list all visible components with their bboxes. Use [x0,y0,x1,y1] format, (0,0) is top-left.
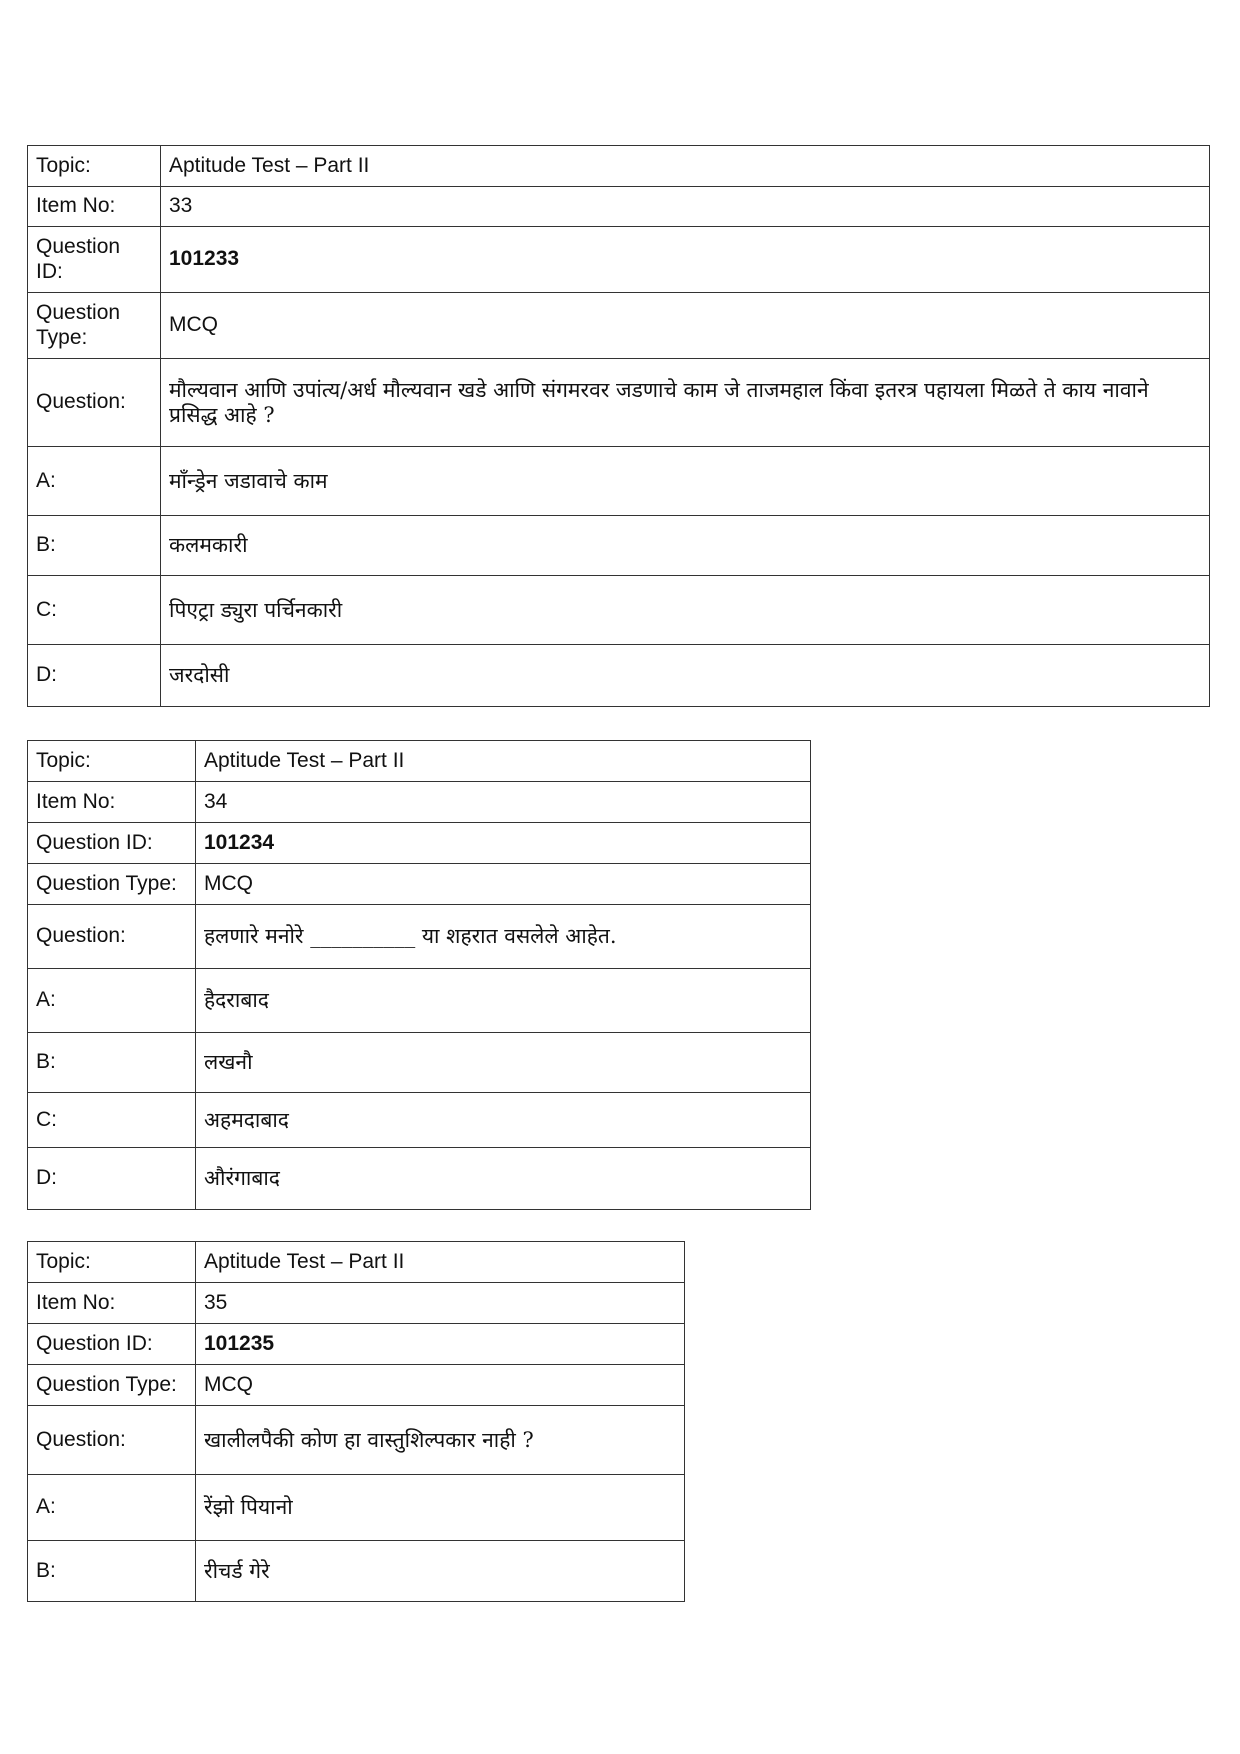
option-d-label: D: [28,645,161,707]
item-no-label: Item No: [28,782,196,823]
item-no-label: Item No: [28,1283,196,1324]
question-id-value: 101234 [196,823,811,864]
item-no-value: 35 [196,1283,685,1324]
option-d-row [28,1148,811,1210]
item-no-row [28,1283,685,1324]
option-b-row [28,516,1210,576]
option-c-row [28,1093,811,1148]
option-b-label: B: [28,1033,196,1093]
option-d-text: जरदोसी [161,645,1210,707]
option-c-text: अहमदाबाद [196,1093,811,1148]
topic-row [28,1242,685,1283]
option-a-label: A: [28,969,196,1033]
topic-row [28,146,1210,187]
question-type-row [28,1365,685,1406]
option-b-row [28,1033,811,1093]
question-table-35 [27,1241,685,1602]
option-c-label: C: [28,1093,196,1148]
question-label: Question: [28,905,196,969]
option-c-row [28,576,1210,645]
question-type-label: Question Type: [28,293,161,359]
question-table-34 [27,740,811,1210]
option-a-row [28,1475,685,1541]
topic-label: Topic: [28,1242,196,1283]
item-no-row [28,187,1210,227]
item-no-label: Item No: [28,187,161,227]
option-b-text: कलमकारी [161,516,1210,576]
question-id-value: 101235 [196,1324,685,1365]
question-type-value: MCQ [196,1365,685,1406]
question-id-row [28,823,811,864]
topic-value: Aptitude Test – Part II [161,146,1210,187]
option-b-text: रीचर्ड गेरे [196,1541,685,1602]
question-type-row [28,864,811,905]
question-label: Question: [28,359,161,447]
option-c-label: C: [28,576,161,645]
option-a-row [28,447,1210,516]
question-id-label: Question ID: [28,227,161,293]
option-b-label: B: [28,516,161,576]
question-text: खालीलपैकी कोण हा वास्तुशिल्पकार नाही ? [196,1406,685,1475]
question-type-value: MCQ [196,864,811,905]
question-type-value: MCQ [161,293,1210,359]
option-b-label: B: [28,1541,196,1602]
question-table-33 [27,145,1210,707]
topic-value: Aptitude Test – Part II [196,1242,685,1283]
question-id-label: Question ID: [28,1324,196,1365]
question-label: Question: [28,1406,196,1475]
question-text: हलणारे मनोरे __________ या शहरात वसलेले आहेत. [196,905,811,969]
option-a-text: हैदराबाद [196,969,811,1033]
option-a-label: A: [28,1475,196,1541]
question-row [28,359,1210,447]
option-b-text: लखनौ [196,1033,811,1093]
option-d-label: D: [28,1148,196,1210]
question-row [28,905,811,969]
item-no-row [28,782,811,823]
question-type-row [28,293,1210,359]
item-no-value: 34 [196,782,811,823]
question-text: मौल्यवान आणि उपांत्य/अर्ध मौल्यवान खडे आणि संगमरवर जडणाचे काम जे ताजमहाल किंवा इतरत्र पहायला मिळते ते काय नावाने प्रसिद्ध आहे ? [161,359,1210,447]
option-a-row [28,969,811,1033]
item-no-value: 33 [161,187,1210,227]
question-id-row [28,1324,685,1365]
option-a-text: रेंझो पियानो [196,1475,685,1541]
topic-label: Topic: [28,741,196,782]
question-row [28,1406,685,1475]
question-id-row [28,227,1210,293]
topic-row [28,741,811,782]
option-a-text: माँन्ड्रेन जडावाचे काम [161,447,1210,516]
topic-label: Topic: [28,146,161,187]
topic-value: Aptitude Test – Part II [196,741,811,782]
option-c-text: पिएट्रा ड्युरा पर्चिनकारी [161,576,1210,645]
option-d-row [28,645,1210,707]
option-d-text: औरंगाबाद [196,1148,811,1210]
question-id-value: 101233 [161,227,1210,293]
question-id-label: Question ID: [28,823,196,864]
question-type-label: Question Type: [28,864,196,905]
option-b-row [28,1541,685,1602]
option-a-label: A: [28,447,161,516]
question-type-label: Question Type: [28,1365,196,1406]
